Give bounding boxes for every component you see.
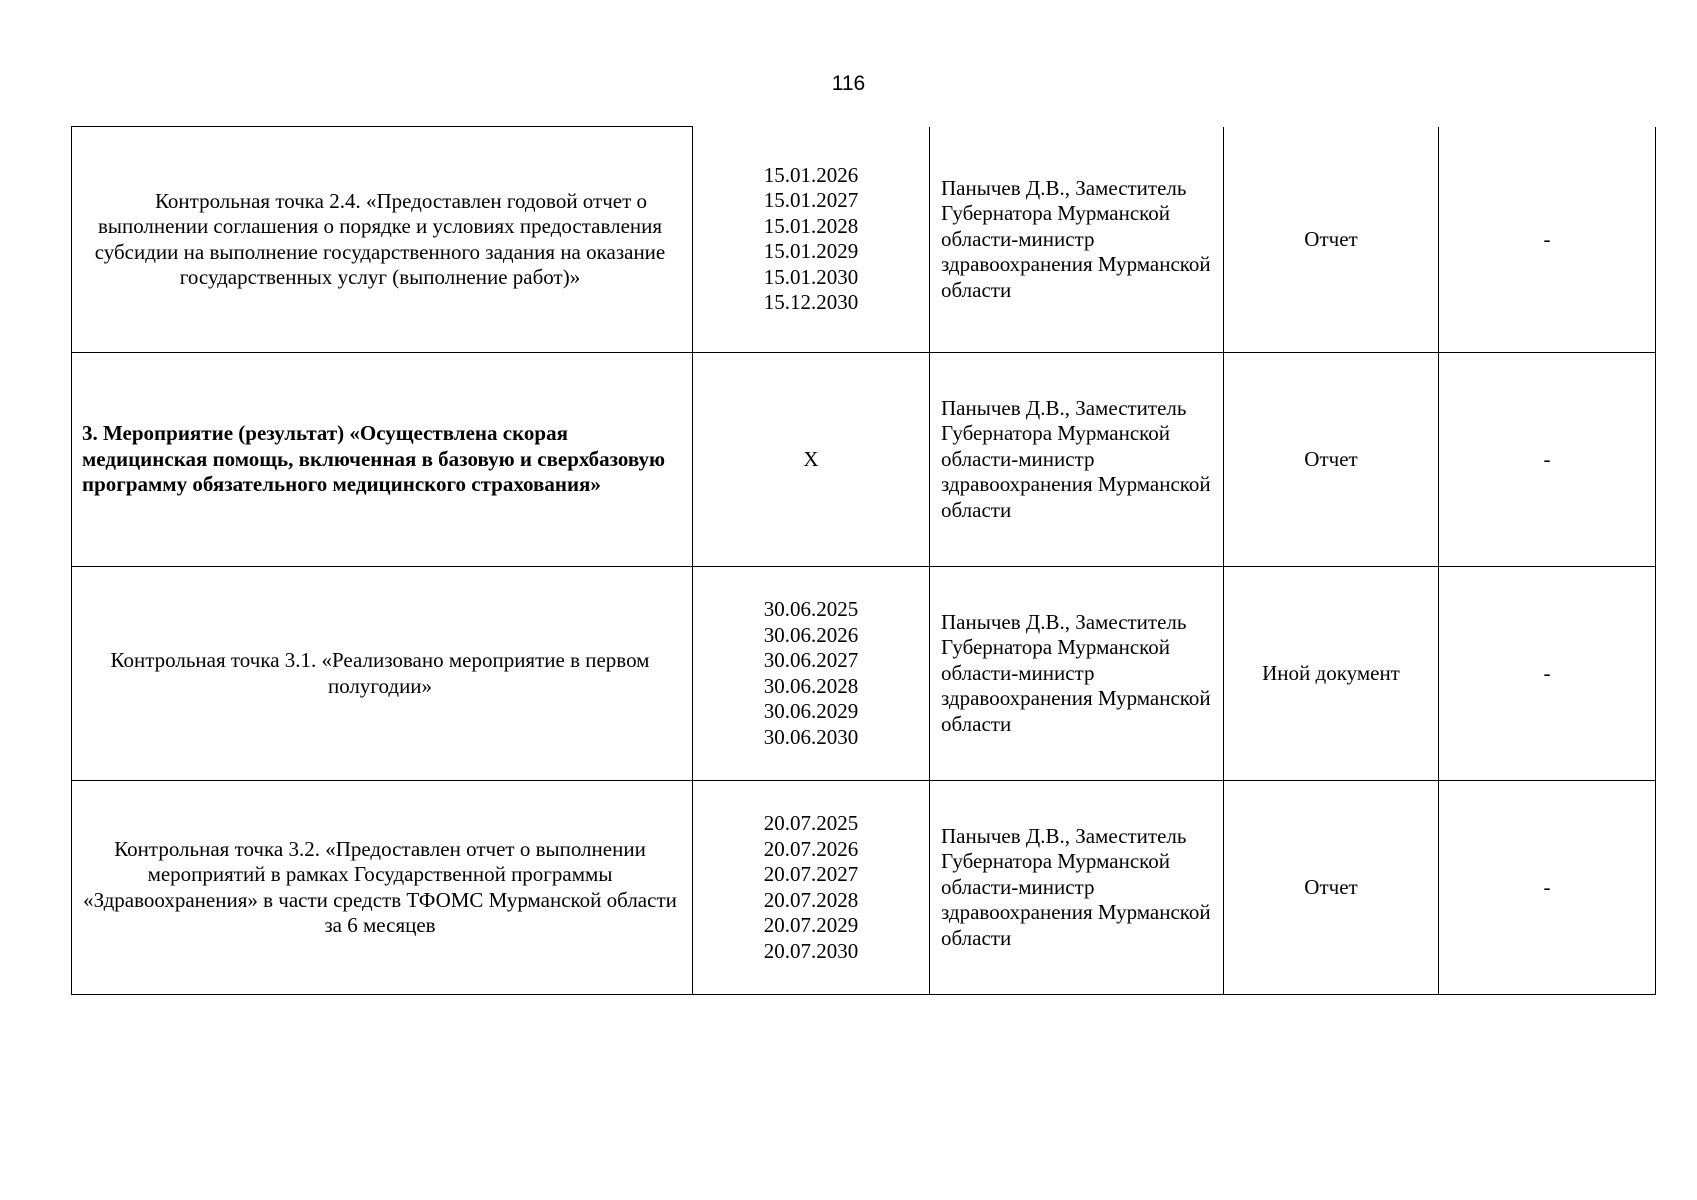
date-value: 15.01.2029 — [763, 239, 859, 264]
info-system-cell: - — [1439, 567, 1656, 781]
date-value: 30.06.2025 — [763, 597, 859, 621]
date-value: 30.06.2026 — [763, 622, 859, 647]
date-value: 15.01.2028 — [763, 213, 859, 238]
date-value: 30.06.2027 — [763, 648, 859, 672]
event-name-cell: Контрольная точка 3.1. «Реализовано мероприятие в первом полугодии» — [72, 567, 693, 781]
table-row — [72, 781, 1656, 995]
document-type-cell: Отчет — [1224, 353, 1439, 567]
date-value: 30.06.2028 — [763, 673, 859, 698]
info-system-cell: - — [1439, 127, 1656, 353]
page-number: 116 — [831, 72, 866, 95]
date-value: 20.07.2030 — [763, 938, 859, 963]
responsible-cell: Панычев Д.В., Заместитель Губернатора Мурманской области-министр здравоохранения Мурманской области — [930, 353, 1224, 567]
date-value: Х — [803, 446, 819, 471]
info-system-cell: - — [1439, 353, 1656, 567]
dates-cell — [693, 353, 930, 567]
event-name-cell: Контрольная точка 2.4. «Предоставлен годовой отчет о выполнении соглашения о порядке и условиях предоставления субсидии на выполнение государственного задания на оказание государственных услуг (выполнение работ)» — [72, 127, 693, 353]
date-value: 20.07.2026 — [763, 836, 859, 861]
date-value: 15.01.2030 — [763, 264, 859, 289]
dates-cell — [693, 781, 930, 995]
document-type-cell: Отчет — [1224, 127, 1439, 353]
table-row — [72, 353, 1656, 567]
event-name-cell: 3. Мероприятие (результат) «Осуществлена скорая медицинская помощь, включенная в базовую и сверхбазовую программу обязательного медицинского страхования» — [72, 353, 693, 567]
date-value: 15.12.2030 — [763, 290, 859, 315]
date-value: 20.07.2029 — [763, 913, 859, 937]
control-points-table — [71, 126, 1656, 995]
dates-cell — [693, 127, 930, 353]
dates-cell — [693, 567, 930, 781]
date-value: 20.07.2027 — [763, 862, 859, 886]
date-value: 20.07.2028 — [763, 887, 859, 912]
table-row — [72, 567, 1656, 781]
date-value: 30.06.2030 — [763, 724, 859, 749]
date-value: 15.01.2026 — [763, 162, 859, 187]
info-system-cell: - — [1439, 781, 1656, 995]
date-value: 15.01.2027 — [763, 188, 859, 213]
table-row — [72, 127, 1656, 353]
date-value: 20.07.2025 — [763, 811, 859, 835]
responsible-cell: Панычев Д.В., Заместитель Губернатора Мурманской области-министр здравоохранения Мурманской области — [930, 567, 1224, 781]
responsible-cell: Панычев Д.В., Заместитель Губернатора Мурманской области-министр здравоохранения Мурманской области — [930, 127, 1224, 353]
date-value: 30.06.2029 — [763, 699, 859, 723]
responsible-cell: Панычев Д.В., Заместитель Губернатора Мурманской области-министр здравоохранения Мурманской области — [930, 781, 1224, 995]
document-type-cell: Отчет — [1224, 781, 1439, 995]
event-name-cell: Контрольная точка 3.2. «Предоставлен отчет о выполнении мероприятий в рамках Государственной программы «Здравоохранения» в части средств ТФОМС Мурманской области за 6 месяцев — [72, 781, 693, 995]
document-type-cell: Иной документ — [1224, 567, 1439, 781]
